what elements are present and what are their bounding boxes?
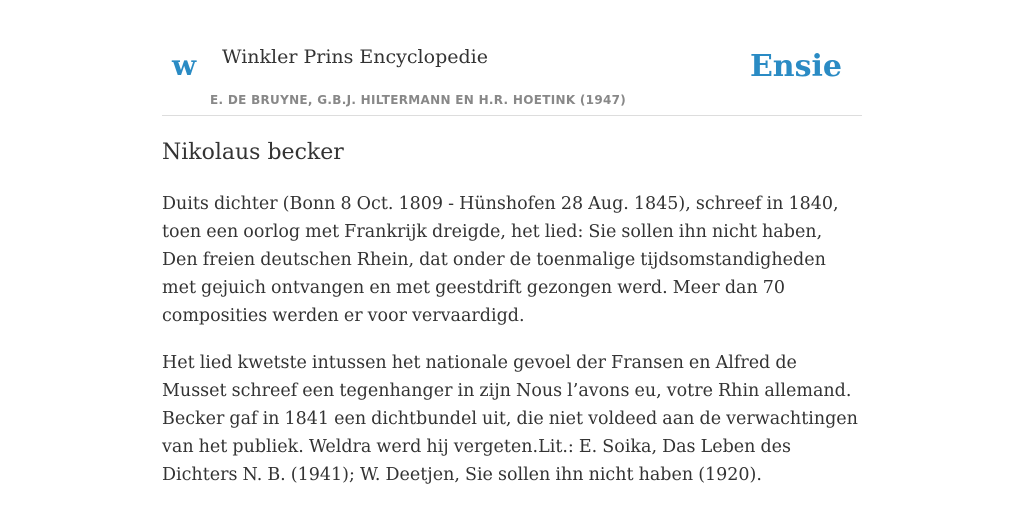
article [162,140,862,508]
article-paragraph: Het lied kwetste intussen het nationale gevoel der Fransen en Alfred de Musset schreef een tegenhanger in zijn Nous l’avons eu, votre Rhin allemand. Becker gaf in 1841 een dichtbundel uit, die niet voldeed aan de verwachtingen van het publiek. Weldra werd hij vergeten.Lit.: E. Soika, Das Leben des Dichters N. B. (1941); W. Deetjen, Sie sollen ihn nicht haben (1920). [162,353,858,486]
source-header [162,0,862,116]
ensie-logo[interactable]: Ensie [749,49,842,84]
source-authors: E. DE BRUYNE, G.B.J. HILTERMANN EN H.R. HOETINK (1947) [210,93,627,107]
source-logo-icon[interactable]: w [172,49,197,82]
source-title[interactable]: Winkler Prins Encyclopedie [222,46,488,68]
article-title: Nikolaus becker [162,140,344,165]
article-paragraph: Duits dichter (Bonn 8 Oct. 1809 - Hünshofen 28 Aug. 1845), schreef in 1840, toen een oorlog met Frankrijk dreigde, het lied: Sie sollen ihn nicht haben, Den freien deutschen Rhein, dat onder de toenmalige tijdsomstandigheden met gejuich ontvangen en met geestdrift gezongen werd. Meer dan 70 composities werden er voor vervaardigd. [162,194,839,327]
